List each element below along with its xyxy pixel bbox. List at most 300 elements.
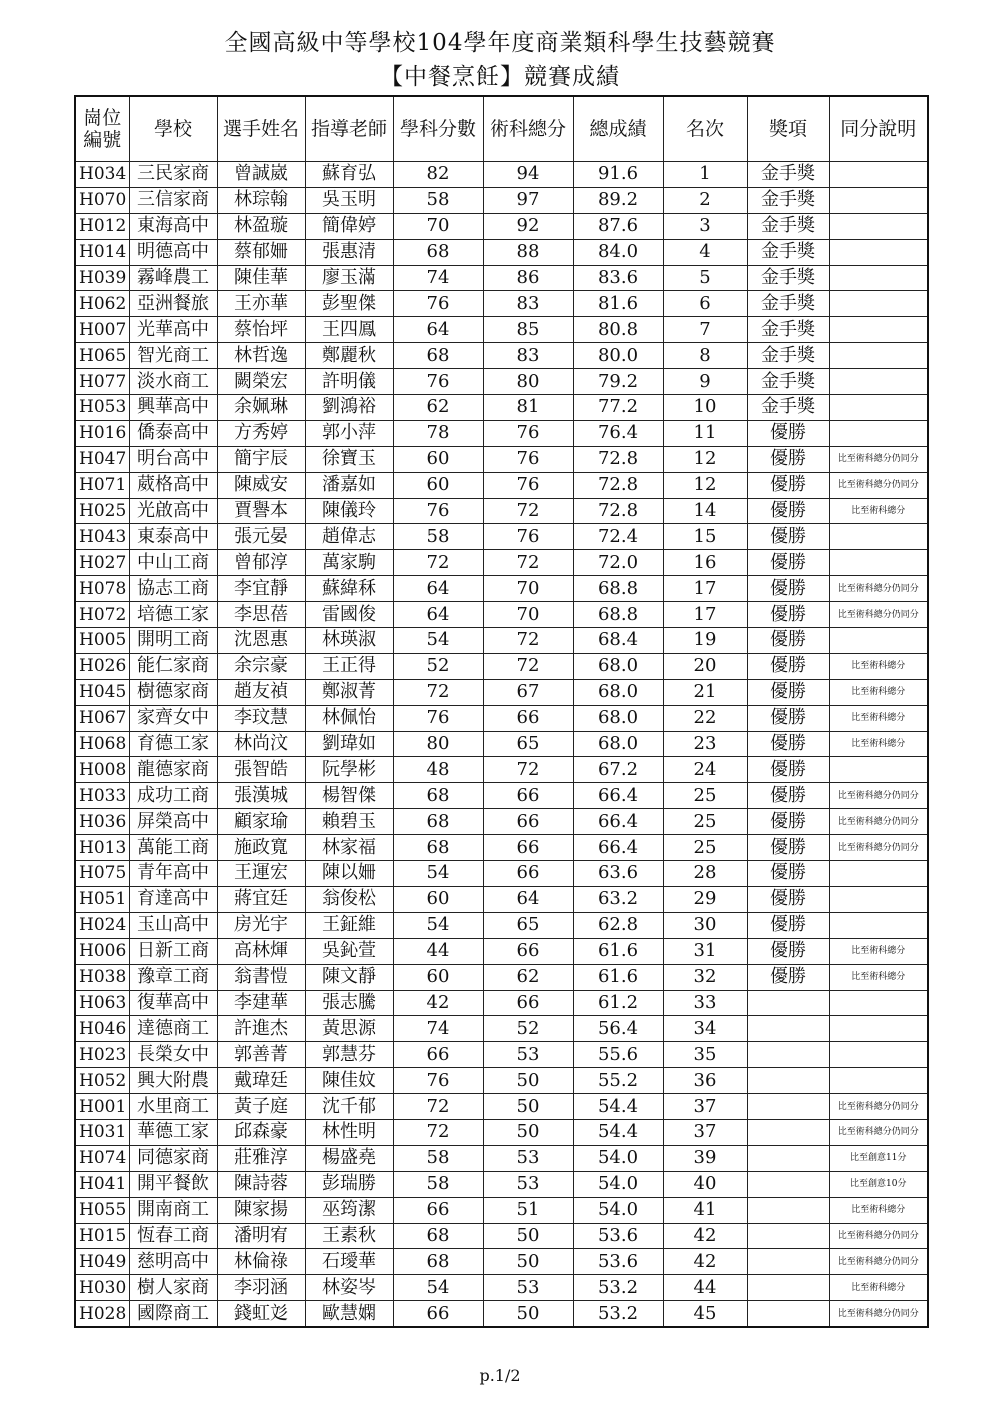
cell-school: 培德工家 <box>129 602 217 628</box>
cell-theory: 62 <box>393 395 483 421</box>
cell-teacher: 吳玉明 <box>305 187 393 213</box>
cell-rank: 34 <box>663 1016 747 1042</box>
cell-id: H031 <box>75 1119 129 1145</box>
cell-id: H005 <box>75 628 129 654</box>
cell-id: H045 <box>75 679 129 705</box>
cell-note <box>829 757 928 783</box>
cell-rank: 25 <box>663 783 747 809</box>
cell-teacher: 楊盛堯 <box>305 1145 393 1171</box>
cell-note: 比至術科總分仍同分 <box>829 446 928 472</box>
cell-total: 91.6 <box>573 162 663 188</box>
cell-rank: 8 <box>663 343 747 369</box>
cell-note: 比至創意11分 <box>829 1145 928 1171</box>
cell-practical: 51 <box>483 1197 573 1223</box>
cell-rank: 40 <box>663 1171 747 1197</box>
cell-player: 沈恩惠 <box>217 628 305 654</box>
cell-teacher: 劉瑋如 <box>305 731 393 757</box>
cell-award: 優勝 <box>747 886 829 912</box>
cell-total: 80.8 <box>573 317 663 343</box>
cell-total: 61.6 <box>573 964 663 990</box>
cell-rank: 4 <box>663 239 747 265</box>
cell-theory: 60 <box>393 446 483 472</box>
table-row <box>75 602 928 628</box>
cell-id: H026 <box>75 653 129 679</box>
cell-player: 趙友禎 <box>217 679 305 705</box>
cell-award <box>747 1171 829 1197</box>
cell-id: H070 <box>75 187 129 213</box>
cell-total: 68.4 <box>573 628 663 654</box>
cell-player: 潘明宥 <box>217 1223 305 1249</box>
cell-teacher: 石璦華 <box>305 1249 393 1275</box>
cell-practical: 53 <box>483 1145 573 1171</box>
cell-id: H012 <box>75 213 129 239</box>
cell-school: 豫章工商 <box>129 964 217 990</box>
cell-note: 比至術科總分仍同分 <box>829 1119 928 1145</box>
cell-note: 比至術科總分 <box>829 1197 928 1223</box>
cell-rank: 30 <box>663 912 747 938</box>
cell-practical: 72 <box>483 757 573 783</box>
cell-theory: 68 <box>393 835 483 861</box>
cell-id: H034 <box>75 162 129 188</box>
header-tie-note: 同分說明 <box>829 96 928 162</box>
cell-school: 成功工商 <box>129 783 217 809</box>
cell-player: 余宗豪 <box>217 653 305 679</box>
cell-theory: 76 <box>393 369 483 395</box>
cell-rank: 19 <box>663 628 747 654</box>
cell-player: 顧家瑜 <box>217 809 305 835</box>
cell-school: 玉山高中 <box>129 912 217 938</box>
cell-theory: 60 <box>393 964 483 990</box>
cell-id: H027 <box>75 550 129 576</box>
cell-note: 比至術科總分仍同分 <box>829 1301 928 1327</box>
table-row <box>75 912 928 938</box>
cell-theory: 78 <box>393 420 483 446</box>
cell-award: 金手獎 <box>747 343 829 369</box>
cell-id: H006 <box>75 938 129 964</box>
cell-total: 72.8 <box>573 472 663 498</box>
cell-rank: 5 <box>663 265 747 291</box>
cell-award <box>747 990 829 1016</box>
cell-player: 施政寬 <box>217 835 305 861</box>
cell-rank: 23 <box>663 731 747 757</box>
cell-player: 方秀婷 <box>217 420 305 446</box>
header-id: 崗位 編號 <box>75 96 129 162</box>
cell-practical: 53 <box>483 1042 573 1068</box>
cell-note: 比至術科總分 <box>829 679 928 705</box>
cell-teacher: 沈千郁 <box>305 1094 393 1120</box>
cell-theory: 68 <box>393 809 483 835</box>
cell-theory: 66 <box>393 1197 483 1223</box>
cell-award <box>747 1223 829 1249</box>
cell-id: H055 <box>75 1197 129 1223</box>
cell-award: 金手獎 <box>747 317 829 343</box>
cell-award <box>747 1249 829 1275</box>
cell-rank: 24 <box>663 757 747 783</box>
cell-practical: 50 <box>483 1119 573 1145</box>
cell-id: H008 <box>75 757 129 783</box>
cell-award <box>747 1145 829 1171</box>
cell-practical: 66 <box>483 938 573 964</box>
table-row <box>75 964 928 990</box>
cell-teacher: 賴碧玉 <box>305 809 393 835</box>
cell-rank: 35 <box>663 1042 747 1068</box>
cell-total: 54.4 <box>573 1094 663 1120</box>
cell-total: 54.0 <box>573 1145 663 1171</box>
cell-id: H030 <box>75 1275 129 1301</box>
cell-practical: 92 <box>483 213 573 239</box>
cell-theory: 72 <box>393 550 483 576</box>
cell-award: 優勝 <box>747 679 829 705</box>
cell-total: 72.0 <box>573 550 663 576</box>
cell-teacher: 張惠清 <box>305 239 393 265</box>
table-row <box>75 446 928 472</box>
cell-note: 比至術科總分仍同分 <box>829 602 928 628</box>
cell-rank: 16 <box>663 550 747 576</box>
cell-id: H046 <box>75 1016 129 1042</box>
cell-id: H024 <box>75 912 129 938</box>
cell-teacher: 徐寶玉 <box>305 446 393 472</box>
cell-note <box>829 291 928 317</box>
cell-award: 金手獎 <box>747 213 829 239</box>
cell-teacher: 趙偉志 <box>305 524 393 550</box>
cell-award <box>747 1301 829 1327</box>
cell-school: 開平餐飲 <box>129 1171 217 1197</box>
table-row <box>75 1094 928 1120</box>
cell-teacher: 林佩怡 <box>305 705 393 731</box>
cell-theory: 64 <box>393 576 483 602</box>
cell-player: 邱森豪 <box>217 1119 305 1145</box>
cell-award <box>747 1197 829 1223</box>
cell-theory: 74 <box>393 1016 483 1042</box>
cell-note <box>829 1068 928 1094</box>
cell-note: 比至術科總分仍同分 <box>829 1094 928 1120</box>
cell-rank: 7 <box>663 317 747 343</box>
cell-teacher: 巫筠潔 <box>305 1197 393 1223</box>
cell-theory: 64 <box>393 317 483 343</box>
table-row <box>75 990 928 1016</box>
table-row <box>75 498 928 524</box>
cell-school: 日新工商 <box>129 938 217 964</box>
cell-theory: 54 <box>393 1275 483 1301</box>
cell-id: H078 <box>75 576 129 602</box>
cell-teacher: 鄭淑菁 <box>305 679 393 705</box>
table-row <box>75 576 928 602</box>
cell-note <box>829 886 928 912</box>
cell-rank: 6 <box>663 291 747 317</box>
cell-total: 76.4 <box>573 420 663 446</box>
document-subtitle: 【中餐烹飪】競賽成績 <box>380 64 620 90</box>
cell-note: 比至創意10分 <box>829 1171 928 1197</box>
cell-award: 優勝 <box>747 524 829 550</box>
cell-note <box>829 628 928 654</box>
cell-total: 84.0 <box>573 239 663 265</box>
cell-rank: 2 <box>663 187 747 213</box>
cell-award: 金手獎 <box>747 265 829 291</box>
header-theory-score: 學科分數 <box>393 96 483 162</box>
cell-player: 陳佳華 <box>217 265 305 291</box>
header-practical-score: 術科總分 <box>483 96 573 162</box>
cell-theory: 72 <box>393 679 483 705</box>
cell-player: 李玟慧 <box>217 705 305 731</box>
cell-practical: 85 <box>483 317 573 343</box>
cell-total: 68.0 <box>573 705 663 731</box>
table-row <box>75 705 928 731</box>
cell-school: 龍德家商 <box>129 757 217 783</box>
cell-theory: 72 <box>393 1119 483 1145</box>
cell-player: 張元晏 <box>217 524 305 550</box>
cell-note <box>829 524 928 550</box>
cell-theory: 80 <box>393 731 483 757</box>
cell-total: 67.2 <box>573 757 663 783</box>
cell-note <box>829 239 928 265</box>
table-row <box>75 835 928 861</box>
cell-award: 優勝 <box>747 472 829 498</box>
cell-player: 高林煇 <box>217 938 305 964</box>
cell-school: 慈明高中 <box>129 1249 217 1275</box>
cell-teacher: 彭瑞勝 <box>305 1171 393 1197</box>
cell-player: 林盈璇 <box>217 213 305 239</box>
table-row <box>75 1197 928 1223</box>
cell-theory: 66 <box>393 1042 483 1068</box>
cell-total: 55.2 <box>573 1068 663 1094</box>
cell-school: 恆春工商 <box>129 1223 217 1249</box>
table-row <box>75 472 928 498</box>
cell-teacher: 林瑛淑 <box>305 628 393 654</box>
cell-theory: 68 <box>393 1249 483 1275</box>
table-row <box>75 343 928 369</box>
cell-total: 68.0 <box>573 679 663 705</box>
table-row <box>75 783 928 809</box>
table-row <box>75 265 928 291</box>
table-row <box>75 886 928 912</box>
cell-player: 蔡郁姍 <box>217 239 305 265</box>
cell-school: 光華高中 <box>129 317 217 343</box>
cell-award: 優勝 <box>747 964 829 990</box>
cell-school: 中山工商 <box>129 550 217 576</box>
cell-award: 優勝 <box>747 420 829 446</box>
cell-practical: 76 <box>483 420 573 446</box>
cell-rank: 3 <box>663 213 747 239</box>
cell-id: H033 <box>75 783 129 809</box>
cell-player: 蔣宜廷 <box>217 886 305 912</box>
cell-rank: 41 <box>663 1197 747 1223</box>
cell-player: 蔡怡坪 <box>217 317 305 343</box>
table-row <box>75 187 928 213</box>
cell-theory: 58 <box>393 187 483 213</box>
cell-player: 李思蓓 <box>217 602 305 628</box>
cell-id: H052 <box>75 1068 129 1094</box>
cell-player: 李宜靜 <box>217 576 305 602</box>
cell-note <box>829 395 928 421</box>
cell-total: 83.6 <box>573 265 663 291</box>
cell-theory: 54 <box>393 861 483 887</box>
cell-id: H014 <box>75 239 129 265</box>
cell-award <box>747 1042 829 1068</box>
cell-teacher: 王素秋 <box>305 1223 393 1249</box>
cell-school: 興大附農 <box>129 1068 217 1094</box>
table-row <box>75 1119 928 1145</box>
cell-player: 林尚汶 <box>217 731 305 757</box>
cell-id: H023 <box>75 1042 129 1068</box>
cell-theory: 72 <box>393 1094 483 1120</box>
cell-award: 優勝 <box>747 628 829 654</box>
cell-school: 霧峰農工 <box>129 265 217 291</box>
cell-id: H051 <box>75 886 129 912</box>
cell-award: 優勝 <box>747 550 829 576</box>
cell-school: 能仁家商 <box>129 653 217 679</box>
cell-id: H013 <box>75 835 129 861</box>
cell-teacher: 萬家駒 <box>305 550 393 576</box>
cell-theory: 64 <box>393 602 483 628</box>
cell-rank: 21 <box>663 679 747 705</box>
cell-total: 61.2 <box>573 990 663 1016</box>
results-table <box>74 95 929 1328</box>
cell-award: 優勝 <box>747 912 829 938</box>
cell-total: 72.4 <box>573 524 663 550</box>
cell-practical: 66 <box>483 835 573 861</box>
cell-total: 87.6 <box>573 213 663 239</box>
table-row <box>75 291 928 317</box>
cell-theory: 58 <box>393 1171 483 1197</box>
cell-theory: 68 <box>393 783 483 809</box>
cell-rank: 42 <box>663 1223 747 1249</box>
cell-school: 葳格高中 <box>129 472 217 498</box>
cell-teacher: 楊智傑 <box>305 783 393 809</box>
cell-id: H007 <box>75 317 129 343</box>
cell-school: 明德高中 <box>129 239 217 265</box>
cell-practical: 53 <box>483 1275 573 1301</box>
table-row <box>75 1068 928 1094</box>
cell-teacher: 雷國俊 <box>305 602 393 628</box>
cell-theory: 68 <box>393 239 483 265</box>
page-number: p.1/2 <box>479 1366 521 1385</box>
cell-player: 林琮翰 <box>217 187 305 213</box>
cell-school: 長榮女中 <box>129 1042 217 1068</box>
cell-total: 63.6 <box>573 861 663 887</box>
cell-rank: 1 <box>663 162 747 188</box>
cell-teacher: 彭聖傑 <box>305 291 393 317</box>
cell-practical: 76 <box>483 446 573 472</box>
cell-player: 李羽涵 <box>217 1275 305 1301</box>
cell-theory: 76 <box>393 705 483 731</box>
cell-practical: 81 <box>483 395 573 421</box>
cell-note <box>829 1042 928 1068</box>
cell-school: 屏榮高中 <box>129 809 217 835</box>
cell-player: 莊雅淳 <box>217 1145 305 1171</box>
cell-theory: 66 <box>393 1301 483 1327</box>
cell-teacher: 鄭麗秋 <box>305 343 393 369</box>
cell-total: 54.4 <box>573 1119 663 1145</box>
cell-practical: 76 <box>483 524 573 550</box>
cell-total: 54.0 <box>573 1197 663 1223</box>
cell-note: 比至術科總分 <box>829 653 928 679</box>
cell-note: 比至術科總分仍同分 <box>829 783 928 809</box>
cell-school: 達德商工 <box>129 1016 217 1042</box>
cell-player: 陳威安 <box>217 472 305 498</box>
cell-note <box>829 317 928 343</box>
cell-award: 優勝 <box>747 861 829 887</box>
cell-note: 比至術科總分仍同分 <box>829 809 928 835</box>
cell-total: 68.0 <box>573 731 663 757</box>
cell-teacher: 陳儀玲 <box>305 498 393 524</box>
cell-practical: 65 <box>483 731 573 757</box>
cell-player: 闕榮宏 <box>217 369 305 395</box>
cell-teacher: 簡偉婷 <box>305 213 393 239</box>
cell-school: 育德工家 <box>129 731 217 757</box>
cell-school: 僑泰高中 <box>129 420 217 446</box>
cell-award: 優勝 <box>747 705 829 731</box>
cell-player: 王亦華 <box>217 291 305 317</box>
cell-theory: 44 <box>393 938 483 964</box>
cell-id: H047 <box>75 446 129 472</box>
table-row <box>75 1275 928 1301</box>
cell-teacher: 郭慧芬 <box>305 1042 393 1068</box>
cell-practical: 50 <box>483 1223 573 1249</box>
cell-id: H065 <box>75 343 129 369</box>
cell-total: 66.4 <box>573 835 663 861</box>
cell-player: 張智皓 <box>217 757 305 783</box>
cell-note: 比至術科總分仍同分 <box>829 1223 928 1249</box>
cell-award: 優勝 <box>747 731 829 757</box>
cell-award <box>747 1016 829 1042</box>
cell-total: 55.6 <box>573 1042 663 1068</box>
cell-practical: 76 <box>483 472 573 498</box>
cell-award <box>747 1068 829 1094</box>
cell-total: 72.8 <box>573 498 663 524</box>
cell-teacher: 吳鈊萱 <box>305 938 393 964</box>
cell-teacher: 王正得 <box>305 653 393 679</box>
cell-school: 家齊女中 <box>129 705 217 731</box>
cell-note: 比至術科總分仍同分 <box>829 1249 928 1275</box>
cell-note: 比至術科總分仍同分 <box>829 472 928 498</box>
cell-teacher: 王鉦維 <box>305 912 393 938</box>
cell-note <box>829 187 928 213</box>
cell-id: H043 <box>75 524 129 550</box>
header-rank: 名次 <box>663 96 747 162</box>
cell-id: H038 <box>75 964 129 990</box>
cell-practical: 53 <box>483 1171 573 1197</box>
cell-rank: 45 <box>663 1301 747 1327</box>
cell-total: 68.8 <box>573 602 663 628</box>
cell-school: 開南商工 <box>129 1197 217 1223</box>
cell-total: 77.2 <box>573 395 663 421</box>
cell-practical: 94 <box>483 162 573 188</box>
cell-practical: 66 <box>483 705 573 731</box>
table-row <box>75 1223 928 1249</box>
cell-total: 53.6 <box>573 1223 663 1249</box>
cell-practical: 83 <box>483 343 573 369</box>
cell-teacher: 阮學彬 <box>305 757 393 783</box>
cell-school: 三信家商 <box>129 187 217 213</box>
cell-player: 林哲逸 <box>217 343 305 369</box>
cell-theory: 42 <box>393 990 483 1016</box>
cell-school: 樹人家商 <box>129 1275 217 1301</box>
cell-theory: 60 <box>393 472 483 498</box>
cell-practical: 62 <box>483 964 573 990</box>
cell-practical: 72 <box>483 653 573 679</box>
cell-note: 比至術科總分 <box>829 964 928 990</box>
cell-player: 余姵琳 <box>217 395 305 421</box>
cell-total: 81.6 <box>573 291 663 317</box>
cell-award <box>747 1094 829 1120</box>
table-header-row <box>75 96 928 162</box>
cell-id: H075 <box>75 861 129 887</box>
cell-practical: 72 <box>483 628 573 654</box>
cell-id: H072 <box>75 602 129 628</box>
cell-total: 68.0 <box>573 653 663 679</box>
cell-school: 明台高中 <box>129 446 217 472</box>
cell-player: 郭善菁 <box>217 1042 305 1068</box>
